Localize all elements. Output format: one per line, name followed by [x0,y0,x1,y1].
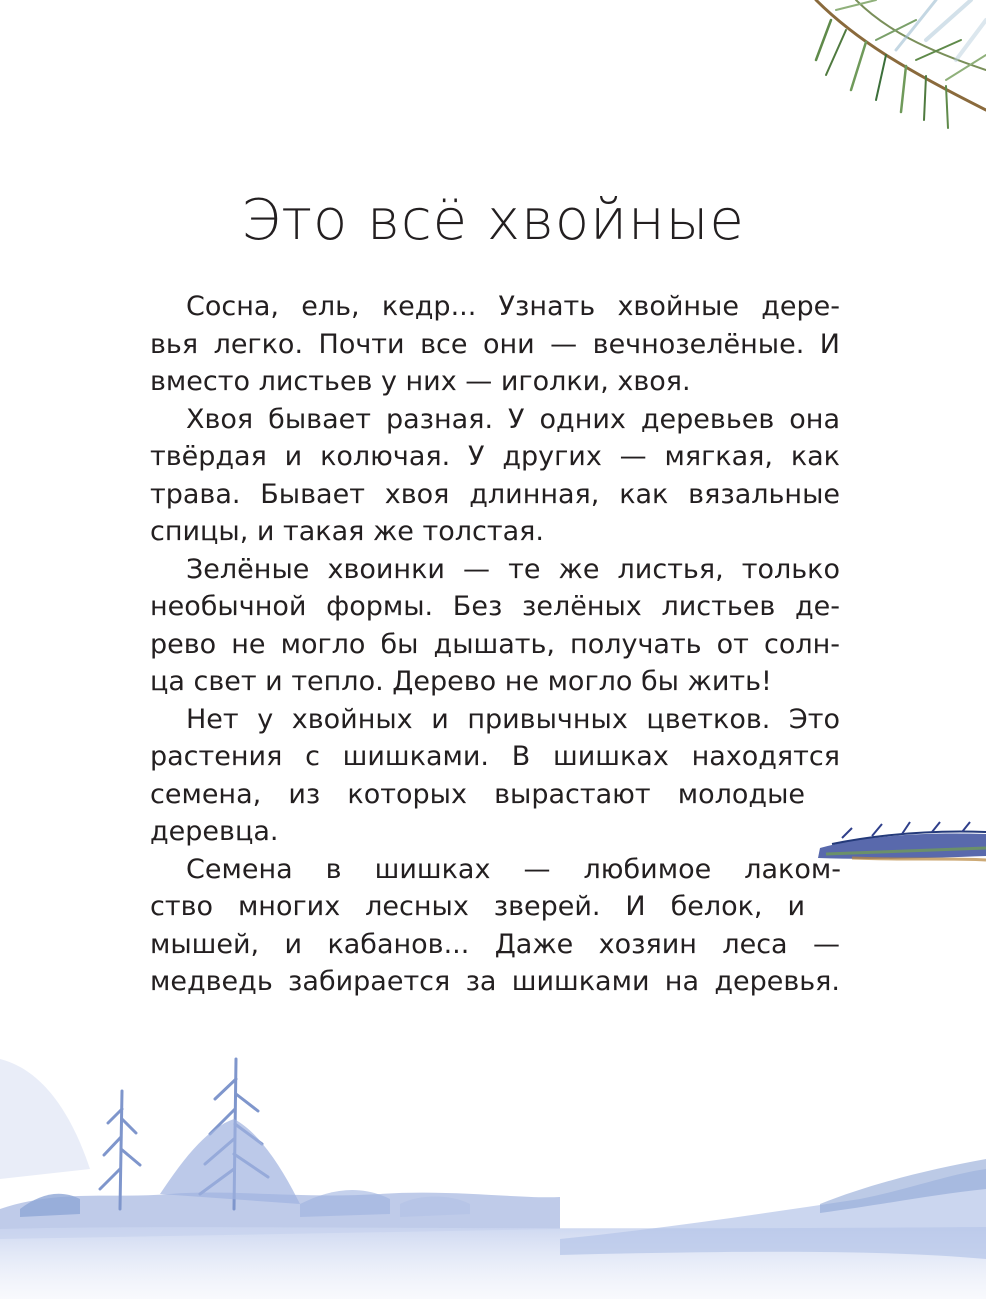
text-line: деревца. [150,816,279,847]
text-line: семена, из которых вырастают молодые [150,778,805,810]
article-body [150,288,840,1001]
text-line: необычной формы. Без зелёных листьев де- [150,591,840,622]
text-line: вместо листьев у них — иголки, хвоя. [150,366,691,397]
text-line: ство многих лесных зверей. И белок, и [150,891,805,922]
text-line: Сосна, ель, кедр... Узнать хвойные дере- [186,291,840,322]
text-line: рево не могло бы дышать, получать от солн- [150,628,840,660]
text-line: Зелёные хвоинки — те же листья, только [186,553,840,585]
text-line: Нет у хвойных и привычных цветков. Это [186,703,840,735]
text-line: спицы, и такая же толстая. [150,516,544,547]
page-title: Это всё хвойные [241,188,745,253]
winter-landscape-illustration [0,999,986,1299]
text-line: вья легко. Почти все они — вечнозелёные. И [150,328,840,360]
text-line: растения с шишками. В шишках находятся [150,741,840,772]
text-line: Хвоя бывает разная. У одних деревьев она [186,403,840,435]
text-line: Семена в шишках — любимое лаком- [186,853,841,885]
pine-branch-illustration [796,0,986,130]
text-line: твёрдая и колючая. У других — мягкая, как [150,441,840,472]
text-line: трава. Бывает хвоя длинная, как вязальные [150,478,840,510]
text-line: медведь забирается за шишками на деревья. [150,966,840,997]
text-line: мышей, и кабанов... Даже хозяин леса — [150,928,840,960]
text-line: ца свет и тепло. Дерево не могло бы жить! [150,666,772,697]
